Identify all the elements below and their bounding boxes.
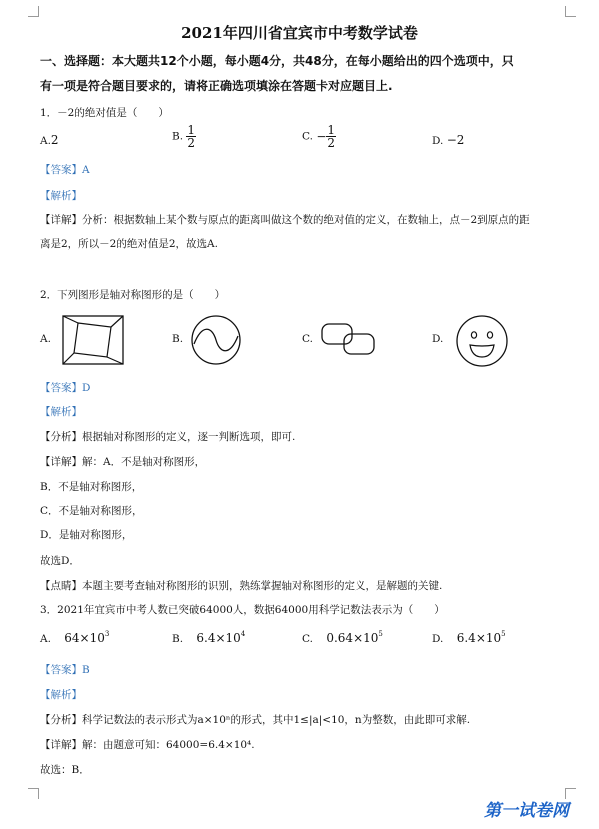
q1-answer — [40, 162, 90, 177]
q2-answer — [40, 380, 90, 395]
q3-option-b-label: B. — [172, 633, 184, 645]
q2-option-b-label: B. — [172, 333, 184, 345]
q1-option-a-label: A. — [40, 135, 51, 147]
q1-option-b-denominator: 2 — [187, 136, 196, 150]
q3-option-c-label: C. — [302, 633, 313, 645]
q2-dianjing: 【点睛】本题主要考查轴对称图形的识别，熟练掌握轴对称图形的定义，是解题的关键. — [40, 580, 443, 592]
q3-option-b-base: 6.4×10 — [196, 631, 241, 645]
q3-option-d-base: 6.4×10 — [456, 631, 502, 645]
q3-option-c-base: 0.64×10 — [326, 631, 379, 645]
q2-option-c-label: C. — [302, 333, 313, 345]
q1-option-b — [172, 124, 196, 149]
q3-option-c — [302, 630, 383, 645]
q2-conclusion: 故选D． — [40, 555, 80, 567]
q3-option-d — [432, 630, 506, 645]
q1-option-d-value: −2 — [446, 133, 465, 147]
q3-option-a — [40, 630, 109, 645]
q3-option-b — [172, 630, 245, 645]
q2-option-d-figure-smiley-face — [455, 314, 509, 368]
q1-option-b-fraction — [186, 124, 196, 149]
q3-option-a-exponent: 3 — [104, 630, 110, 638]
crop-mark-top-left — [28, 6, 39, 17]
q3-answer — [40, 662, 90, 677]
q2-answer-text: 【答案】D — [40, 382, 91, 394]
q3-fenxi: 【分析】科学记数法的表示形式为a×10ⁿ的形式，其中1≤|a|<10，n为整数，由此即可求解. — [40, 714, 471, 726]
q2-stem: 2．下列图形是轴对称图形的是（ ） — [40, 289, 226, 301]
q3-option-b-exponent: 4 — [240, 630, 246, 638]
q2-detail: 【详解】解：A．不是轴对称图形， — [40, 456, 206, 468]
crop-mark-top-right — [565, 6, 576, 17]
q1-option-d — [432, 133, 464, 147]
q1-analysis-tag: 【解析】 — [40, 190, 82, 202]
q2-option-c-figure-chain-links — [320, 322, 376, 356]
q1-option-a-value: 2 — [50, 133, 59, 147]
q3-option-c-value — [326, 631, 383, 645]
site-watermark: 第一试卷网 — [484, 801, 569, 821]
q2-option-a-label: A. — [40, 333, 51, 345]
q3-option-a-base: 64×10 — [64, 631, 105, 645]
q2-fenxi: 【分析】根据轴对称图形的定义，逐一判断选项，即可. — [40, 431, 296, 443]
q3-option-a-label: A. — [40, 633, 51, 645]
q1-option-d-label: D. — [432, 135, 444, 147]
q1-option-c-sign: − — [316, 129, 327, 144]
q3-option-b-value — [196, 631, 245, 645]
section-heading-line-2: 有一项是符合题目要求的，请将正确选项填涂在答题卡对应题目上. — [40, 79, 393, 93]
q1-option-c-label: C. — [302, 130, 313, 143]
q3-option-d-exponent: 5 — [501, 630, 506, 638]
q3-option-a-value — [64, 631, 109, 645]
q1-answer-text: 【答案】A — [40, 164, 90, 176]
q2-option-d-label: D. — [432, 333, 444, 345]
q1-option-b-label: B. — [172, 130, 184, 143]
page-title: 2021年四川省宜宾市中考数学试卷 — [181, 24, 418, 42]
q1-stem: 1．－2的绝对值是（ ） — [40, 107, 169, 119]
q1-option-c — [302, 124, 336, 149]
q3-stem: 3．2021年宜宾市中考人数已突破64000人，数据64000用科学记数法表示为（ ） — [40, 604, 445, 616]
q3-detail: 【详解】解：由题意可知：64000=6.4×10⁴. — [40, 739, 255, 751]
q2-option-b-figure-yin-yang — [190, 314, 242, 366]
q1-option-c-denominator: 2 — [327, 136, 336, 150]
crop-mark-bottom-left — [28, 788, 39, 799]
q2-line-b: B．不是轴对称图形， — [40, 481, 143, 493]
q2-line-d: D．是轴对称图形， — [40, 529, 133, 541]
q2-option-a-figure-square-pinwheel — [62, 315, 124, 365]
q3-option-d-label: D. — [432, 633, 444, 645]
q1-detail-line-2: 离是2，所以－2的绝对值是2，故选A. — [40, 238, 218, 250]
q3-answer-text: 【答案】B — [40, 664, 90, 676]
q1-option-c-numerator: 1 — [327, 123, 336, 137]
q3-conclusion: 故选：B． — [40, 764, 90, 776]
q3-option-c-exponent: 5 — [378, 630, 383, 638]
q2-line-c: C．不是轴对称图形， — [40, 505, 143, 517]
q1-detail-line-1: 【详解】分析：根据数轴上某个数与原点的距离叫做这个数的绝对值的定义，在数轴上，点－2到原点的距 — [40, 214, 530, 226]
q1-option-a — [40, 133, 59, 147]
q1-option-c-fraction — [326, 124, 336, 149]
q3-option-d-value — [457, 631, 506, 645]
q3-analysis-tag: 【解析】 — [40, 689, 82, 701]
q2-analysis-tag: 【解析】 — [40, 406, 82, 418]
section-heading-line-1: 一、选择题：本大题共12个小题，每小题4分，共48分，在每小题给出的四个选项中，只 — [40, 54, 514, 68]
q1-option-b-numerator: 1 — [187, 123, 196, 137]
